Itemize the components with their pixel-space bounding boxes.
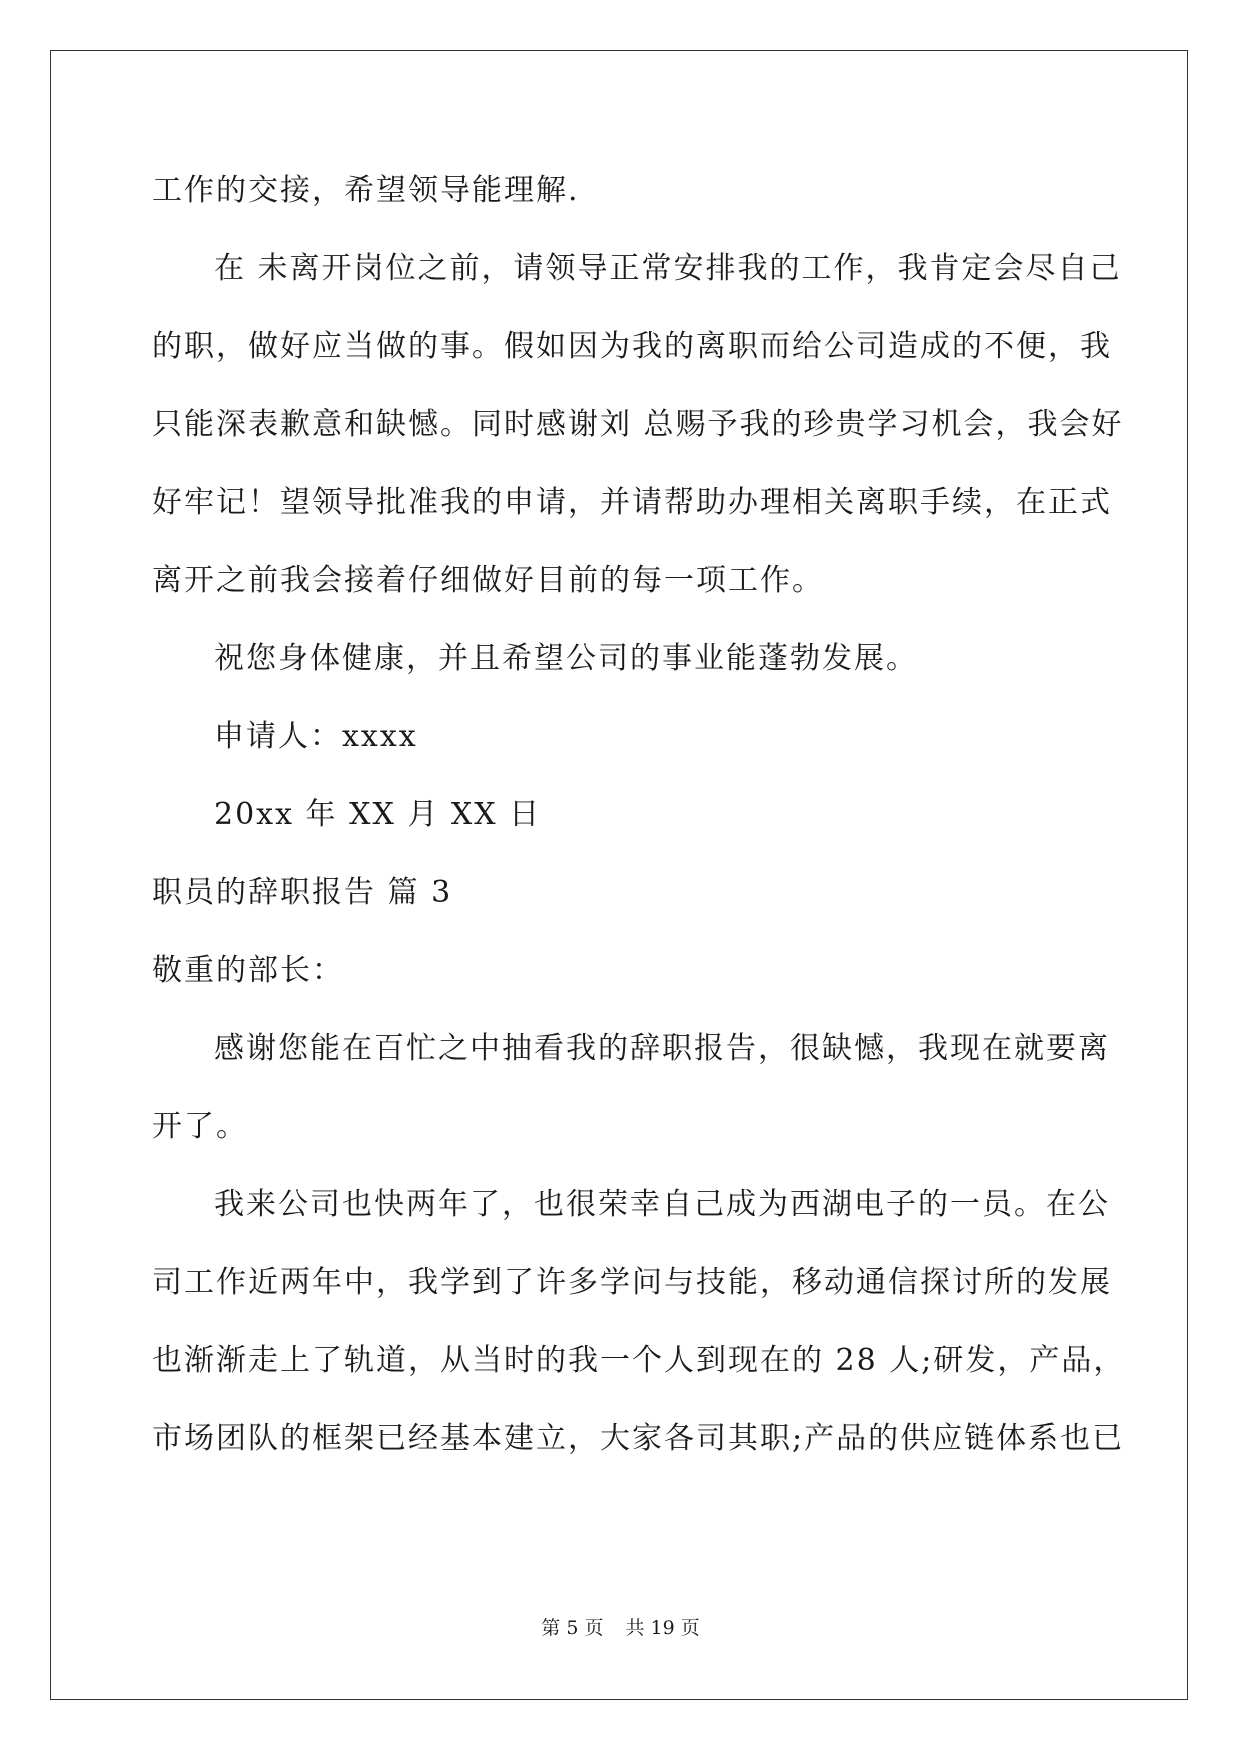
text-line: 司工作近两年中，我学到了许多学问与技能，移动通信探讨所的发展: [152, 1265, 1112, 1300]
text-line: 好牢记！望领导批准我的申请，并请帮助办理相关离职手续，在正式: [152, 485, 1112, 520]
page-total: 共 19 页: [625, 1617, 700, 1639]
text-line: 祝您身体健康，并且希望公司的事业能蓬勃发展。: [214, 641, 918, 676]
text-line: 离开之前我会接着仔细做好目前的每一项工作。: [152, 563, 824, 598]
signature-line: 申请人：xxxx: [214, 719, 418, 754]
date-line: 20xx 年 XX 月 XX 日: [214, 797, 542, 832]
text-line: 在 未离开岗位之前，请领导正常安排我的工作，我肯定会尽自己: [214, 251, 1122, 286]
page-footer: [0, 1613, 1241, 1640]
text-line: 的职，做好应当做的事。假如因为我的离职而给公司造成的不便，我: [152, 329, 1112, 364]
document-body: [152, 152, 1126, 1478]
text-line: 我来公司也快两年了，也很荣幸自己成为西湖电子的一员。在公: [214, 1187, 1110, 1222]
section-heading: 职员的辞职报告 篇 3: [152, 875, 453, 910]
text-line: 感谢您能在百忙之中抽看我的辞职报告，很缺憾，我现在就要离: [214, 1031, 1110, 1066]
text-line: 只能深表歉意和缺憾。同时感谢刘 总赐予我的珍贵学习机会，我会好: [152, 407, 1124, 442]
salutation: 敬重的部长：: [152, 953, 344, 988]
text-line: 市场团队的框架已经基本建立，大家各司其职;产品的供应链体系也已: [152, 1421, 1125, 1456]
page-number: 第 5 页: [541, 1617, 604, 1639]
text-line: 也渐渐走上了轨道，从当时的我一个人到现在的 28 人;研发，产品，: [152, 1343, 1126, 1378]
text-line: 工作的交接，希望领导能理解.: [152, 173, 580, 208]
text-line: 开了。: [152, 1109, 248, 1144]
